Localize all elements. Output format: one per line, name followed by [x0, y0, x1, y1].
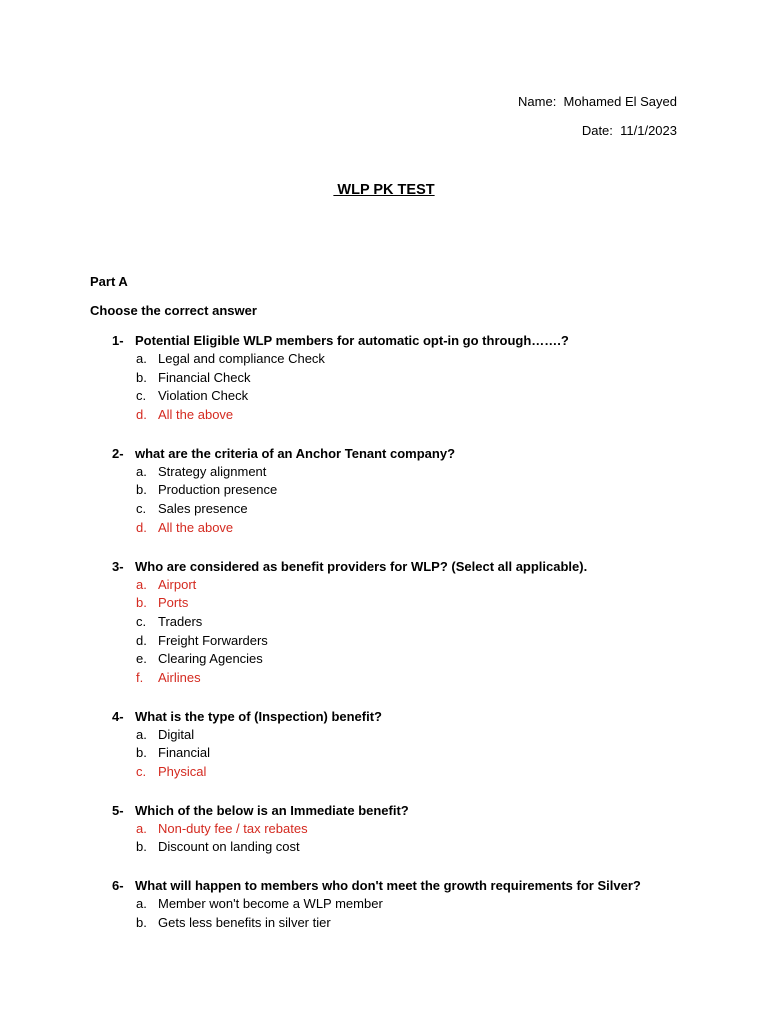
question-number: 1- — [112, 333, 124, 348]
question-text: Which of the below is an Immediate benefit? — [135, 802, 409, 818]
question-line — [0, 801, 768, 820]
question-item — [0, 557, 768, 688]
option-text: Gets less benefits in silver tier — [158, 914, 331, 930]
answer-option — [0, 369, 768, 388]
answer-option — [0, 632, 768, 651]
option-letter: b. — [136, 745, 147, 761]
question-line — [0, 876, 768, 895]
option-letter: c. — [136, 613, 147, 629]
answer-option — [0, 481, 768, 500]
answer-option-correct — [0, 820, 768, 839]
answer-option-correct — [0, 669, 768, 688]
question-line — [0, 557, 768, 576]
question-text: What will happen to members who don't meet the growth requirements for Silver? — [135, 878, 641, 894]
option-text: Traders — [158, 613, 203, 629]
option-text: All the above — [158, 407, 234, 423]
question-number: 4- — [112, 708, 124, 724]
student-name: Name: Mohamed El Sayed — [518, 94, 677, 109]
option-text: All the above — [158, 519, 234, 535]
option-text: Violation Check — [158, 388, 249, 404]
option-text: Airport — [158, 576, 197, 592]
question-text: Potential Eligible WLP members for automatic opt-in go through…….? — [135, 333, 569, 348]
option-letter: a. — [136, 726, 147, 742]
option-text: Ports — [158, 595, 189, 611]
answer-option — [0, 914, 768, 933]
test-date: Date: 11/1/2023 — [581, 123, 677, 138]
option-letter: b. — [136, 914, 147, 930]
option-letter: e. — [136, 651, 147, 667]
option-text: Strategy alignment — [158, 463, 267, 479]
option-text: Financial Check — [158, 369, 251, 385]
instruction-text: Choose the correct answer — [90, 303, 257, 318]
answer-option — [0, 463, 768, 482]
option-letter: a. — [136, 351, 147, 366]
option-letter: a. — [136, 463, 147, 479]
option-letter: c. — [136, 764, 147, 779]
answer-option — [0, 726, 768, 745]
question-number: 3- — [112, 558, 124, 574]
answer-option — [0, 744, 768, 763]
option-letter: b. — [136, 482, 147, 498]
option-text: Physical — [158, 764, 207, 779]
option-letter: b. — [136, 595, 147, 611]
option-letter: f. — [136, 669, 144, 685]
question-text: What is the type of (Inspection) benefit? — [135, 708, 382, 724]
answer-option — [0, 500, 768, 519]
question-line — [0, 444, 768, 463]
answer-option-correct — [0, 594, 768, 613]
option-letter: a. — [136, 820, 147, 836]
option-letter: a. — [136, 576, 147, 592]
question-item — [0, 444, 768, 538]
option-letter: c. — [136, 388, 147, 404]
question-item — [0, 707, 768, 782]
option-text: Financial — [158, 745, 211, 761]
question-number: 6- — [112, 878, 124, 894]
option-letter: d. — [136, 632, 147, 648]
answer-option — [0, 613, 768, 632]
part-label: Part A — [90, 274, 128, 289]
question-list — [0, 331, 768, 951]
question-item — [0, 801, 768, 857]
option-text: Airlines — [158, 669, 201, 685]
option-letter: d. — [136, 407, 147, 423]
option-text: Legal and compliance Check — [158, 351, 325, 366]
answer-option-correct — [0, 576, 768, 595]
option-text: Discount on landing cost — [158, 839, 300, 855]
option-text: Clearing Agencies — [158, 651, 263, 667]
option-text: Production presence — [158, 482, 278, 498]
answer-option-correct — [0, 763, 768, 782]
option-letter: a. — [136, 896, 147, 912]
question-item — [0, 331, 768, 425]
question-line — [0, 707, 768, 726]
option-letter: d. — [136, 519, 147, 535]
option-letter: b. — [136, 369, 147, 385]
question-text: what are the criteria of an Anchor Tenant company? — [135, 445, 456, 461]
answer-option — [0, 650, 768, 669]
question-line — [0, 331, 768, 350]
question-number: 5- — [112, 802, 124, 818]
option-letter: b. — [136, 839, 147, 855]
option-text: Digital — [158, 726, 195, 742]
option-text: Non-duty fee / tax rebates — [158, 820, 308, 836]
option-text: Sales presence — [158, 501, 248, 517]
option-text: Member won't become a WLP member — [158, 896, 383, 912]
question-item — [0, 876, 768, 932]
answer-option — [0, 838, 768, 857]
answer-option-correct — [0, 519, 768, 538]
option-letter: c. — [136, 501, 147, 517]
answer-option — [0, 895, 768, 914]
answer-option — [0, 350, 768, 369]
answer-option-correct — [0, 406, 768, 425]
answer-option — [0, 387, 768, 406]
option-text: Freight Forwarders — [158, 632, 268, 648]
document-title: WLP PK TEST — [333, 182, 435, 198]
question-number: 2- — [112, 445, 124, 461]
question-text: Who are considered as benefit providers for WLP? (Select all applicable). — [135, 558, 588, 574]
